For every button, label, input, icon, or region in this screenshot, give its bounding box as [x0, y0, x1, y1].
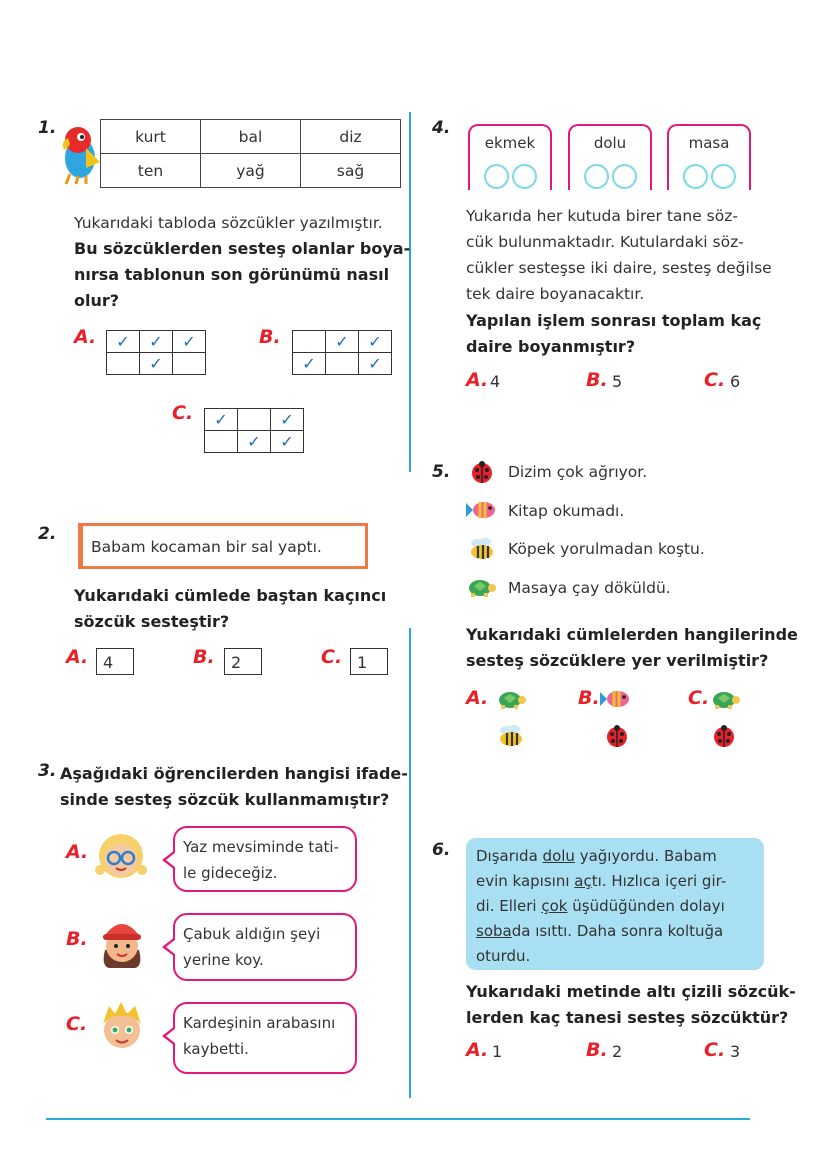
q6-number: 6.	[432, 840, 451, 860]
q6-passage-box	[466, 838, 764, 970]
q3-question-line: Aşağıdaki öğrencilerden hangisi ifade-	[60, 764, 408, 783]
q4-text-line: tek daire boyanacaktır.	[466, 285, 645, 303]
column-divider-bottom	[409, 628, 411, 1098]
q5-question-line: sesteş sözcüklere yer verilmiştir?	[466, 651, 769, 670]
bubble-line: yerine koy.	[183, 951, 264, 969]
girl-hat-icon	[93, 910, 151, 970]
q1-text: Yukarıdaki tabloda sözcükler yazılmıştır.	[74, 214, 383, 232]
bubble-tail-inner	[166, 852, 176, 868]
q1-option-c-grid[interactable]	[204, 408, 304, 453]
q5-option-c-label[interactable]: C.	[688, 687, 710, 709]
q4-option-b-label[interactable]: B.	[586, 369, 608, 391]
ladybug-icon	[603, 724, 631, 748]
ladybug-icon	[468, 460, 496, 484]
q1-word-cell: bal	[201, 120, 301, 154]
bubble-line: kaybetti.	[183, 1040, 249, 1058]
q6-option-a-label[interactable]: A.	[466, 1039, 489, 1061]
q6-option-c-label[interactable]: C.	[704, 1039, 726, 1061]
q6-option-b-label[interactable]: B.	[586, 1039, 608, 1061]
q4-circle[interactable]	[512, 164, 537, 189]
q4-option-b-value: 5	[612, 372, 623, 391]
q2-sentence-box	[78, 523, 368, 569]
q5-question-line: Yukarıdaki cümlelerden hangilerinde	[466, 625, 798, 644]
q4-word: masa	[688, 134, 730, 152]
grid-cell: ✓	[173, 331, 206, 353]
grid-cell	[107, 353, 140, 375]
q5-sentence: Kitap okumadı.	[508, 502, 625, 520]
q5-option-b-label[interactable]: B.	[578, 687, 600, 709]
q1-question-line: olur?	[74, 291, 120, 310]
bubble-line: Yaz mevsiminde tati-	[183, 838, 339, 856]
turtle-icon	[710, 688, 740, 710]
q5-sentence: Dizim çok ağrıyor.	[508, 463, 648, 481]
bubble-line: Çabuk aldığın şeyi	[183, 925, 321, 943]
underlined-word: aç	[574, 872, 592, 890]
q4-option-c-label[interactable]: C.	[704, 369, 726, 391]
q5-option-a-label[interactable]: A.	[466, 687, 489, 709]
q2-number: 2.	[38, 524, 57, 544]
q1-question-line: Bu sözcüklerden sesteş olanlar boya-	[74, 239, 411, 258]
q4-text-line: cükler sesteşse iki daire, sesteş değilse	[466, 259, 772, 277]
q4-word-box	[468, 124, 552, 190]
grid-cell: ✓	[205, 409, 238, 431]
passage-line: evin kapısını açtı. Hızlıca içeri gir-	[476, 872, 727, 890]
turtle-icon	[496, 688, 526, 710]
q1-word-table	[100, 119, 401, 188]
underlined-word: dolu	[542, 847, 575, 865]
q3-option-a-bubble	[173, 826, 357, 892]
passage-line: di. Elleri çok üşüdüğünden dolayı	[476, 897, 725, 915]
q6-option-b-value: 2	[612, 1042, 623, 1061]
q3-option-c-label[interactable]: C.	[66, 1013, 88, 1035]
turtle-icon	[466, 576, 496, 598]
q3-option-a-label[interactable]: A.	[66, 841, 89, 863]
passage-line: oturdu.	[476, 947, 531, 965]
grid-cell	[238, 409, 271, 431]
bee-icon	[497, 724, 525, 748]
bottom-divider	[46, 1118, 750, 1120]
q4-option-c-value: 6	[730, 372, 741, 391]
q5-sentence: Masaya çay döküldü.	[508, 579, 671, 597]
grid-cell	[293, 331, 326, 353]
grid-cell: ✓	[359, 353, 392, 375]
bubble-line: le gideceğiz.	[183, 864, 278, 882]
q4-number: 4.	[432, 118, 451, 138]
q2-question-line: sözcük sesteştir?	[74, 612, 230, 631]
grid-cell: ✓	[271, 431, 304, 453]
grid-cell: ✓	[140, 353, 173, 375]
q4-word-box	[568, 124, 652, 190]
q1-option-c-label[interactable]: C.	[172, 402, 194, 424]
q1-option-a-label[interactable]: A.	[74, 326, 97, 348]
q1-word-cell: diz	[301, 120, 401, 154]
grid-cell: ✓	[271, 409, 304, 431]
boy-icon	[93, 996, 151, 1056]
q4-text-line: Yukarıda her kutuda birer tane söz-	[466, 207, 738, 225]
q4-circle[interactable]	[711, 164, 736, 189]
q1-word-cell: kurt	[101, 120, 201, 154]
q1-number: 1.	[38, 118, 57, 138]
q4-text-line: cük bulunmaktadır. Kutulardaki söz-	[466, 233, 744, 251]
q6-option-c-value: 3	[730, 1042, 741, 1061]
q2-option-c-box[interactable]: 1	[350, 648, 388, 675]
underlined-word: çok	[541, 897, 568, 915]
q2-option-b-label[interactable]: B.	[193, 646, 215, 668]
q2-option-a-box[interactable]: 4	[96, 648, 134, 675]
q1-word-cell: yağ	[201, 154, 301, 188]
q6-question-line: lerden kaç tanesi sesteş sözcüktür?	[466, 1008, 789, 1027]
grid-cell	[173, 353, 206, 375]
column-divider-top	[409, 112, 411, 472]
q1-option-b-grid[interactable]	[292, 330, 392, 375]
q1-word-cell: ten	[101, 154, 201, 188]
q4-word: ekmek	[484, 134, 536, 152]
bee-icon	[468, 537, 496, 561]
passage-line: sobada ısıttı. Daha sonra koltuğa	[476, 922, 724, 940]
q4-circle[interactable]	[612, 164, 637, 189]
q6-option-a-value: 1	[492, 1042, 503, 1061]
girl-glasses-icon	[92, 826, 150, 884]
grid-cell	[326, 353, 359, 375]
bubble-line: Kardeşinin arabasını	[183, 1014, 336, 1032]
q1-option-a-grid[interactable]	[106, 330, 206, 375]
q1-question-line: nırsa tablonun son görünümü nasıl	[74, 265, 390, 284]
q6-question-line: Yukarıdaki metinde altı çizili sözcük-	[466, 982, 796, 1001]
parrot-icon	[56, 118, 102, 186]
q4-circle[interactable]	[683, 164, 708, 189]
q4-word-box	[667, 124, 751, 190]
grid-cell: ✓	[140, 331, 173, 353]
q4-option-a-value: 4	[490, 372, 501, 391]
q4-question-line: Yapılan işlem sonrası toplam kaç	[466, 311, 762, 330]
q5-number: 5.	[432, 462, 451, 482]
passage-line: Dışarıda dolu yağıyordu. Babam	[476, 847, 717, 865]
grid-cell: ✓	[238, 431, 271, 453]
q2-sentence: Babam kocaman bir sal yaptı.	[91, 538, 322, 556]
bubble-tail-inner	[166, 939, 176, 955]
q3-option-c-bubble	[173, 1002, 357, 1074]
fish-icon	[466, 499, 498, 521]
ladybug-icon	[710, 724, 738, 748]
grid-cell: ✓	[326, 331, 359, 353]
grid-cell: ✓	[107, 331, 140, 353]
q4-circle[interactable]	[584, 164, 609, 189]
grid-cell: ✓	[293, 353, 326, 375]
q3-option-b-bubble	[173, 913, 357, 981]
q4-question-line: daire boyanmıştır?	[466, 337, 636, 356]
q3-question-line: sinde sesteş sözcük kullanmamıştır?	[60, 790, 390, 809]
q2-question-line: Yukarıdaki cümlede baştan kaçıncı	[74, 586, 387, 605]
q3-option-b-label[interactable]: B.	[66, 928, 88, 950]
q3-number: 3.	[38, 761, 57, 781]
q4-circle[interactable]	[484, 164, 509, 189]
bubble-tail-inner	[166, 1028, 176, 1044]
q2-option-c-label[interactable]: C.	[321, 646, 343, 668]
q4-word: dolu	[593, 134, 627, 152]
grid-cell: ✓	[359, 331, 392, 353]
q5-sentence: Köpek yorulmadan koştu.	[508, 540, 705, 558]
grid-cell	[205, 431, 238, 453]
q2-option-a-label[interactable]: A.	[66, 646, 89, 668]
q2-option-b-box[interactable]: 2	[224, 648, 262, 675]
q1-word-cell: sağ	[301, 154, 401, 188]
underlined-word: soba	[476, 922, 512, 940]
fish-icon	[600, 688, 632, 710]
q4-option-a-label[interactable]: A.	[466, 369, 489, 391]
q1-option-b-label[interactable]: B.	[259, 326, 281, 348]
